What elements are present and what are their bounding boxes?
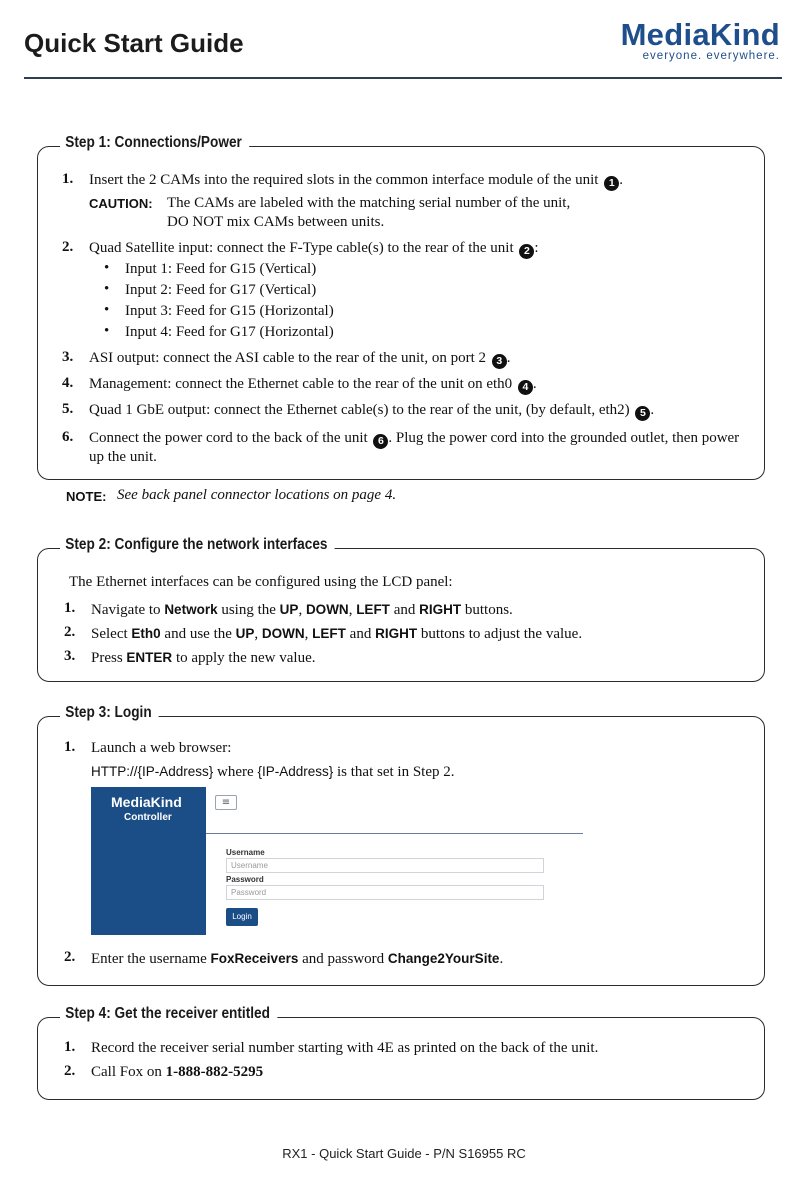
- text: Press: [91, 650, 127, 666]
- text: .: [499, 951, 504, 967]
- step1-item6-text: Connect the power cord to the back of the unit: [89, 430, 372, 446]
- bullet-icon: •: [104, 302, 110, 318]
- controller-subtitle: Controller: [124, 812, 172, 823]
- step1-item3-punct: .: [506, 350, 511, 366]
- password-input[interactable]: Password: [226, 885, 544, 900]
- url: HTTP://{IP-Address}: [91, 764, 214, 779]
- step3-item2-number: 2.: [64, 949, 76, 965]
- text: Call Fox on: [91, 1064, 166, 1080]
- logo-wordmark: MediaKind: [620, 17, 780, 52]
- controller-sidebar: [91, 787, 206, 935]
- text: and: [389, 602, 420, 618]
- button-name: LEFT: [356, 602, 390, 617]
- step1-title: Step 1: Connections/Power: [60, 134, 249, 152]
- button-name: LEFT: [312, 626, 346, 641]
- username-label: Username: [226, 848, 265, 857]
- step1-item1-number: 1.: [62, 171, 74, 187]
- step1-item3: [89, 349, 511, 369]
- marker-2-icon: 2: [519, 244, 534, 259]
- step1-panel: [37, 134, 765, 480]
- phone-number: 1-888-882-5295: [165, 1064, 264, 1080]
- text: Navigate to: [91, 602, 165, 618]
- step4-item2: [91, 1063, 263, 1082]
- caution-line1: The CAMs are labeled with the matching serial number of the unit,: [167, 195, 571, 211]
- step1-item6-number: 6.: [62, 429, 74, 445]
- bullet-input3: Input 3: Feed for G15 (Horizontal): [125, 303, 334, 319]
- marker-1-icon: 1: [604, 176, 619, 191]
- step3-url-line: [91, 762, 455, 782]
- text: where: [213, 764, 258, 780]
- button-name: RIGHT: [419, 602, 462, 617]
- step3-item1-number: 1.: [64, 739, 76, 755]
- step2-item1-number: 1.: [64, 600, 76, 616]
- step1-item1-punct: .: [619, 172, 623, 188]
- text: using the: [217, 602, 280, 618]
- login-screenshot: [91, 787, 583, 935]
- bullet-input4: Input 4: Feed for G17 (Horizontal): [125, 324, 334, 340]
- step4-item2-number: 2.: [64, 1063, 76, 1079]
- hamburger-menu-icon[interactable]: ≡: [215, 795, 237, 810]
- step1-item1-text: Insert the 2 CAMs into the required slots in the common interface module of the unit: [89, 172, 603, 188]
- marker-4-icon: 4: [518, 380, 533, 395]
- page-footer: RX1 - Quick Start Guide - P/N S16955 RC: [282, 1146, 526, 1161]
- step4-title: Step 4: Get the receiver entitled: [60, 1005, 277, 1023]
- text: and use the: [160, 626, 236, 642]
- bullet-icon: •: [104, 323, 110, 339]
- text: ,: [348, 602, 357, 618]
- step1-item4-number: 4.: [62, 375, 74, 391]
- step2-item3: [91, 648, 315, 668]
- text: buttons.: [461, 602, 513, 618]
- step2-item2-number: 2.: [64, 624, 76, 640]
- step2-item3-number: 3.: [64, 648, 76, 664]
- marker-5-icon: 5: [635, 406, 650, 421]
- login-button[interactable]: Login: [226, 908, 258, 926]
- step2-intro: The Ethernet interfaces can be configured using the LCD panel:: [69, 574, 453, 590]
- button-name: UP: [279, 602, 299, 617]
- password-label: Password: [226, 875, 264, 884]
- text: Enter the username: [91, 951, 211, 967]
- header-divider: [24, 77, 782, 79]
- bullet-icon: •: [104, 281, 110, 297]
- text: ,: [304, 626, 313, 642]
- step1-item5-text: Quad 1 GbE output: connect the Ethernet cable(s) to the rear of the unit, (by default, eth2): [89, 402, 634, 418]
- button-name: UP: [235, 626, 255, 641]
- username-input[interactable]: Username: [226, 858, 544, 873]
- step1-item6: [89, 429, 739, 449]
- button-name: RIGHT: [375, 626, 418, 641]
- interface-name: Eth0: [131, 626, 161, 641]
- step1-item1: [89, 171, 623, 191]
- button-name: ENTER: [126, 650, 173, 665]
- step1-item2: [89, 239, 539, 259]
- step3-title: Step 3: Login: [60, 704, 159, 722]
- mediakind-logo: [621, 18, 780, 62]
- step1-item5: [89, 401, 654, 421]
- text: and: [345, 626, 376, 642]
- step2-item2: [91, 624, 582, 644]
- button-name: DOWN: [305, 602, 349, 617]
- text: to apply the new value.: [172, 650, 316, 666]
- bullet-icon: •: [104, 260, 110, 276]
- password-value: Change2YourSite: [387, 951, 500, 966]
- step2-item1: [91, 600, 513, 620]
- step1-item2-punct: :: [534, 240, 539, 256]
- step4-item1-number: 1.: [64, 1039, 76, 1055]
- bullet-input2: Input 2: Feed for G17 (Vertical): [125, 282, 317, 298]
- text: Select: [91, 626, 132, 642]
- step1-item2-text: Quad Satellite input: connect the F-Type cable(s) to the rear of the unit: [89, 240, 518, 256]
- text: and password: [298, 951, 388, 967]
- step1-item4-punct: .: [532, 376, 537, 392]
- page-title: Quick Start Guide: [24, 28, 244, 58]
- step1-item5-number: 5.: [62, 401, 74, 417]
- step1-item5-punct: .: [650, 402, 655, 418]
- step2-panel: [37, 536, 765, 682]
- step1-item4: [89, 375, 537, 395]
- text: ,: [298, 602, 306, 618]
- button-name: DOWN: [261, 626, 305, 641]
- logo-tagline: everyone. everywhere.: [642, 50, 780, 62]
- step1-item6-continued: up the unit.: [89, 449, 157, 465]
- marker-6-icon: 6: [373, 434, 388, 449]
- step1-item4-text: Management: connect the Ethernet cable to the rear of the unit on eth0: [89, 376, 516, 392]
- caution-label: CAUTION:: [89, 196, 153, 211]
- note-label: NOTE:: [66, 489, 107, 504]
- text: ,: [254, 626, 262, 642]
- step1-item2-number: 2.: [62, 239, 74, 255]
- step2-title: Step 2: Configure the network interfaces: [60, 536, 335, 554]
- menu-name: Network: [164, 602, 218, 617]
- step4-panel: [37, 1005, 765, 1100]
- text: buttons to adjust the value.: [417, 626, 583, 642]
- step3-item2: [91, 949, 503, 969]
- step1-item3-text: ASI output: connect the ASI cable to the rear of the unit, on port 2: [89, 350, 490, 366]
- step1-item6-punct: . Plug the power cord into the grounded outlet, then power: [388, 430, 740, 446]
- bullet-input1: Input 1: Feed for G15 (Vertical): [125, 261, 317, 277]
- note-text: See back panel connector locations on page 4.: [117, 487, 397, 503]
- caution-line2: DO NOT mix CAMs between units.: [167, 214, 385, 230]
- step4-item1: Record the receiver serial number starting with 4E as printed on the back of the unit.: [91, 1040, 599, 1056]
- url-placeholder: {IP-Address}: [257, 764, 334, 779]
- text: is that set in Step 2.: [333, 764, 455, 780]
- username-value: FoxReceivers: [210, 951, 299, 966]
- step3-item1: Launch a web browser:: [91, 740, 232, 756]
- controller-divider: [206, 833, 583, 834]
- controller-logo: MediaKind: [111, 794, 182, 810]
- step1-item3-number: 3.: [62, 349, 74, 365]
- marker-3-icon: 3: [492, 354, 507, 369]
